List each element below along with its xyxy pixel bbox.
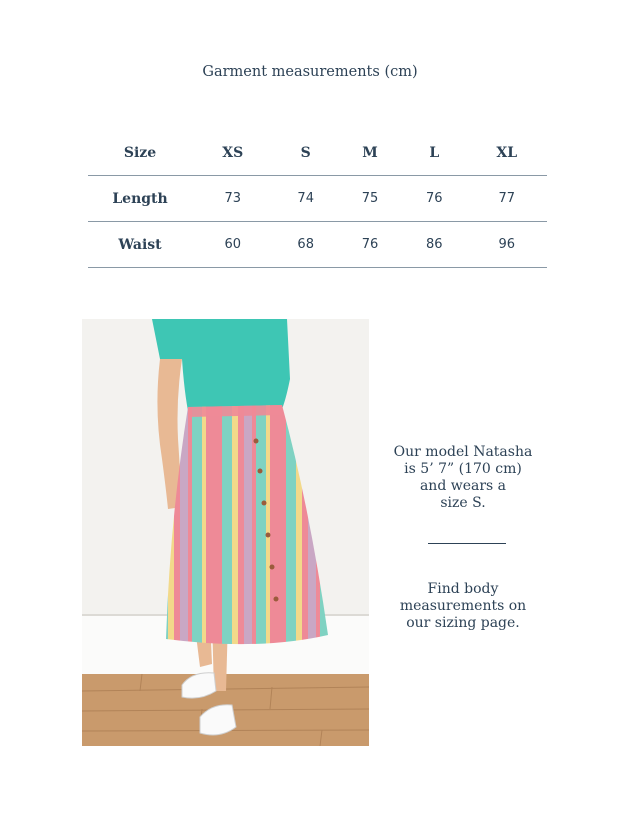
table-cell: 75 — [338, 176, 402, 222]
table-cell: 68 — [274, 222, 338, 268]
divider — [428, 543, 506, 544]
model-illustration — [82, 319, 369, 746]
row-label-length: Length — [88, 176, 192, 222]
table-cell: 76 — [338, 222, 402, 268]
model-photo — [82, 319, 369, 746]
row-label-waist: Waist — [88, 222, 192, 268]
body-measurements-note: Find body measurements on our sizing page. — [399, 581, 527, 631]
table-row — [88, 176, 547, 222]
header-size: Size — [88, 130, 192, 176]
header-s: S — [274, 130, 338, 176]
header-xs: XS — [192, 130, 274, 176]
table-cell: 76 — [402, 176, 466, 222]
table-cell: 74 — [274, 176, 338, 222]
table-row — [88, 222, 547, 268]
table-cell: 86 — [402, 222, 466, 268]
header-xl: XL — [466, 130, 547, 176]
header-l: L — [402, 130, 466, 176]
size-table — [88, 130, 547, 268]
model-note: Our model Natasha is 5’ 7” (170 cm) and wears a size S. — [393, 444, 533, 511]
header-m: M — [338, 130, 402, 176]
table-cell: 73 — [192, 176, 274, 222]
table-header-row — [88, 130, 547, 176]
table-cell: 60 — [192, 222, 274, 268]
page-title: Garment measurements (cm) — [202, 64, 418, 80]
table-cell: 96 — [466, 222, 547, 268]
table-cell: 77 — [466, 176, 547, 222]
